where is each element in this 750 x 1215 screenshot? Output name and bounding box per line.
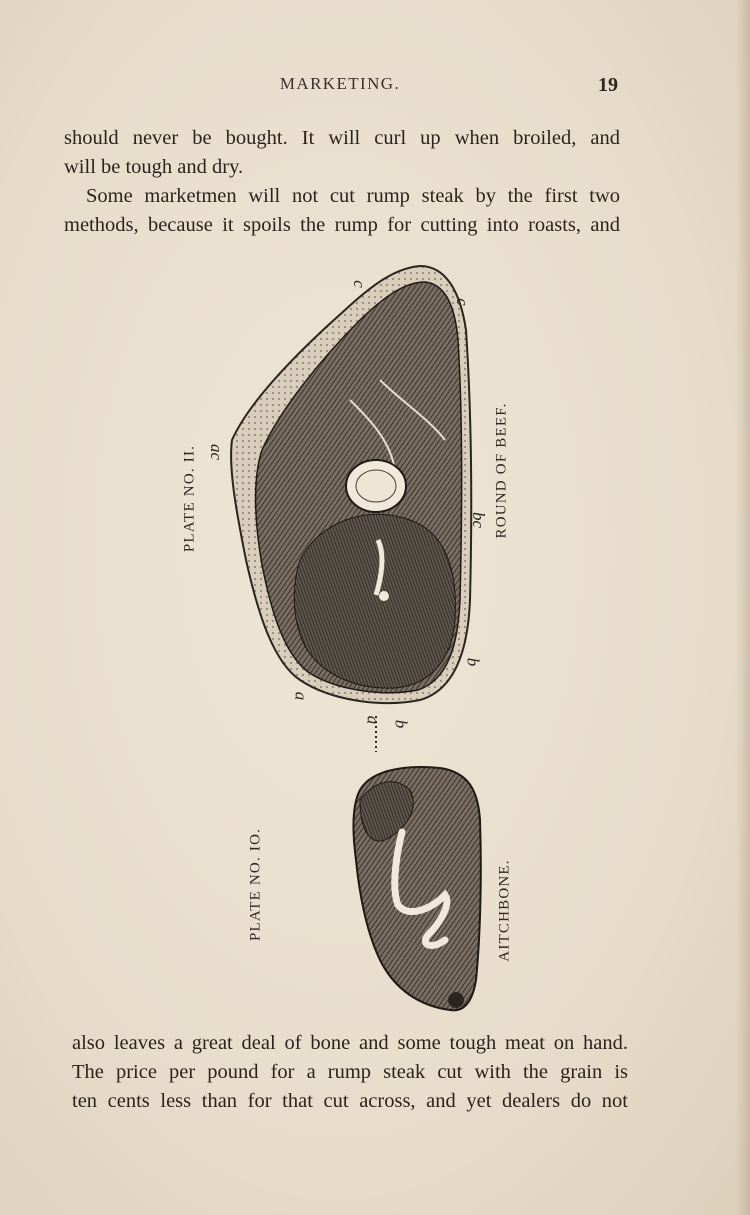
- text-line: should never be bought. It will curl up when broiled, and: [64, 127, 620, 149]
- cut-letter-c-right: c: [452, 298, 472, 306]
- bottom-paragraph: [72, 1029, 628, 1116]
- text-line: Some marketmen will not cut rump steak by the first two: [86, 185, 620, 207]
- cut-letter-c-top: c: [349, 280, 369, 288]
- cut-letter-ac: ac: [207, 443, 227, 461]
- cut-letter-a-bottom: a: [291, 691, 311, 701]
- plate-10-caption: AITCHBONE.: [496, 859, 513, 962]
- plate-10-label: PLATE NO. IO.: [247, 827, 264, 942]
- plate-11-caption: ROUND OF BEEF.: [493, 402, 510, 539]
- cut-letter-b-right: b: [463, 657, 483, 667]
- cut-letter-a-dotted: a: [363, 715, 383, 725]
- plate-11-label: PLATE NO. II.: [181, 444, 198, 553]
- aitchbone-illustration: [353, 767, 480, 1010]
- round-of-beef-illustration: [231, 266, 471, 752]
- text-line: will be tough and dry.: [64, 156, 244, 178]
- running-head: MARKETING.: [279, 74, 401, 93]
- text-line: The price per pound for a rump steak cut with the grain is: [72, 1061, 628, 1083]
- cut-letter-bc: bc: [469, 511, 489, 529]
- text-line: also leaves a great deal of bone and some tough meat on hand.: [72, 1032, 628, 1054]
- text-line: methods, because it spoils the rump for cutting into roasts, and: [64, 214, 620, 236]
- round-inner-muscle: [294, 514, 455, 688]
- text-line: ten cents less than for that cut across, and yet dealers do not: [72, 1090, 628, 1112]
- page-number: 19: [598, 74, 618, 96]
- cut-letter-b-bottom: b: [391, 719, 411, 729]
